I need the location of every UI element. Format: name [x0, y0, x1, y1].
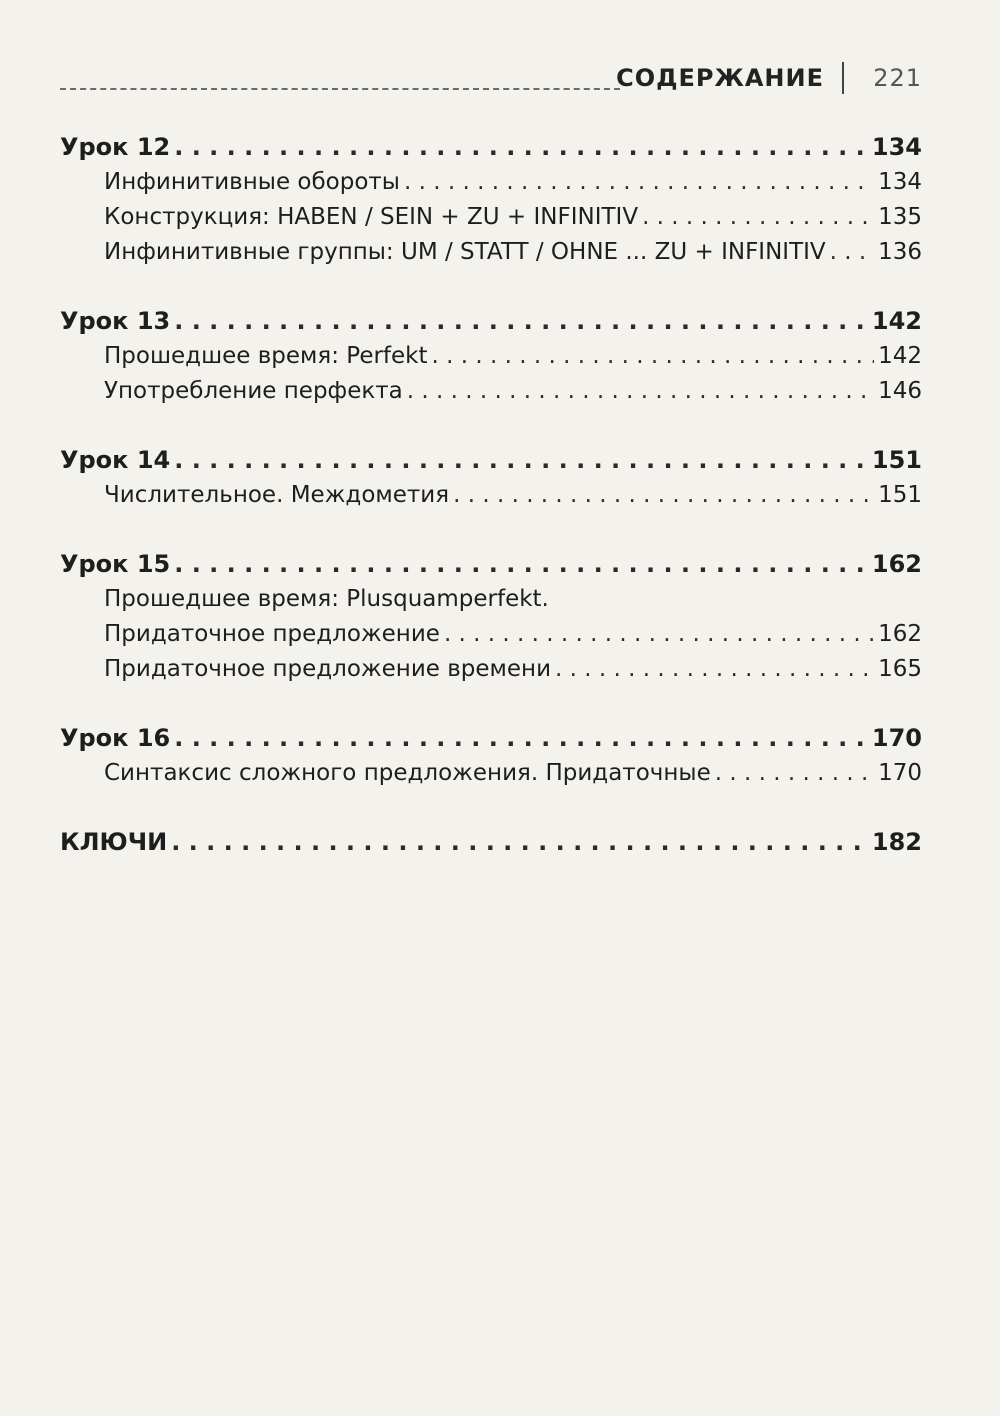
toc-entry-keys[interactable]	[60, 825, 922, 860]
header-separator	[842, 62, 844, 94]
header-dashed-rule	[60, 88, 620, 90]
toc-entry-title: Инфинитивные обороты	[104, 169, 400, 195]
dot-leader	[171, 825, 868, 860]
toc-entry-page: 165	[878, 656, 922, 682]
toc-entry-page: 182	[871, 828, 922, 856]
toc-entry-subtopic[interactable]	[60, 582, 922, 617]
toc-entry-title: Инфинитивные группы: UM / STATT / OHNE ... ZU + INFINITIV	[104, 239, 826, 265]
dot-leader	[555, 652, 874, 687]
dot-leader	[830, 235, 874, 270]
toc-entry-page: 162	[871, 550, 922, 578]
table-of-contents	[60, 130, 922, 860]
toc-section-lesson-14	[60, 443, 922, 513]
toc-section-lesson-12	[60, 130, 922, 270]
toc-entry-page: 136	[878, 239, 922, 265]
toc-section-lesson-13	[60, 304, 922, 409]
dot-leader	[174, 130, 868, 165]
toc-entry-subtopic[interactable]	[60, 165, 922, 200]
toc-entry-page: 151	[871, 446, 922, 474]
toc-entry-title: Урок 12	[60, 133, 171, 161]
dot-leader	[404, 165, 874, 200]
toc-entry-title: КЛЮЧИ	[60, 828, 168, 856]
toc-entry-page: 151	[878, 482, 922, 508]
toc-entry-title: Урок 16	[60, 724, 171, 752]
dot-leader	[174, 443, 868, 478]
toc-entry-subtopic[interactable]	[60, 617, 922, 652]
toc-entry-page: 146	[878, 378, 922, 404]
header-page-number: 221	[873, 64, 922, 92]
toc-entry-subtopic[interactable]	[60, 374, 922, 409]
toc-entry-title: Числительное. Междометия	[104, 482, 450, 508]
dot-leader	[174, 304, 868, 339]
toc-entry-title: Прошедшее время: Plusquamperfekt.	[104, 586, 549, 612]
dot-leader	[642, 200, 874, 235]
toc-entry-title: Придаточное предложение	[104, 621, 440, 647]
toc-entry-title: Употребление перфекта	[104, 378, 403, 404]
toc-section-lesson-15	[60, 547, 922, 687]
toc-entry-lesson[interactable]	[60, 721, 922, 756]
toc-entry-page: 142	[878, 343, 922, 369]
dot-leader	[444, 617, 874, 652]
toc-entry-subtopic[interactable]	[60, 235, 922, 270]
dot-leader	[174, 547, 868, 582]
dot-leader	[407, 374, 874, 409]
toc-entry-title: Синтаксис сложного предложения. Придаточные	[104, 760, 711, 786]
toc-section-keys	[60, 825, 922, 860]
toc-entry-page: 134	[878, 169, 922, 195]
toc-section-lesson-16	[60, 721, 922, 791]
toc-entry-lesson[interactable]	[60, 547, 922, 582]
toc-entry-page: 162	[878, 621, 922, 647]
toc-entry-subtopic[interactable]	[60, 756, 922, 791]
toc-entry-title: Урок 13	[60, 307, 171, 335]
toc-entry-title: Урок 14	[60, 446, 171, 474]
toc-entry-page: 134	[871, 133, 922, 161]
toc-entry-page: 170	[878, 760, 922, 786]
toc-entry-page: 170	[871, 724, 922, 752]
toc-entry-title: Конструкция: HABEN / SEIN + ZU + INFINITIV	[104, 204, 639, 230]
toc-entry-title: Прошедшее время: Perfekt	[104, 343, 428, 369]
toc-entry-subtopic[interactable]	[60, 652, 922, 687]
toc-entry-lesson[interactable]	[60, 304, 922, 339]
header-title: СОДЕРЖАНИЕ	[616, 64, 824, 92]
toc-entry-lesson[interactable]	[60, 443, 922, 478]
toc-entry-subtopic[interactable]	[60, 478, 922, 513]
toc-entry-title: Урок 15	[60, 550, 171, 578]
dot-leader	[432, 339, 875, 374]
toc-entry-subtopic[interactable]	[60, 200, 922, 235]
running-header	[60, 60, 922, 100]
toc-entry-page: 135	[878, 204, 922, 230]
dot-leader	[453, 478, 874, 513]
dot-leader	[715, 756, 874, 791]
toc-entry-title: Придаточное предложение времени	[104, 656, 552, 682]
toc-entry-page: 142	[871, 307, 922, 335]
toc-entry-lesson[interactable]	[60, 130, 922, 165]
toc-entry-subtopic[interactable]	[60, 339, 922, 374]
dot-leader	[174, 721, 868, 756]
